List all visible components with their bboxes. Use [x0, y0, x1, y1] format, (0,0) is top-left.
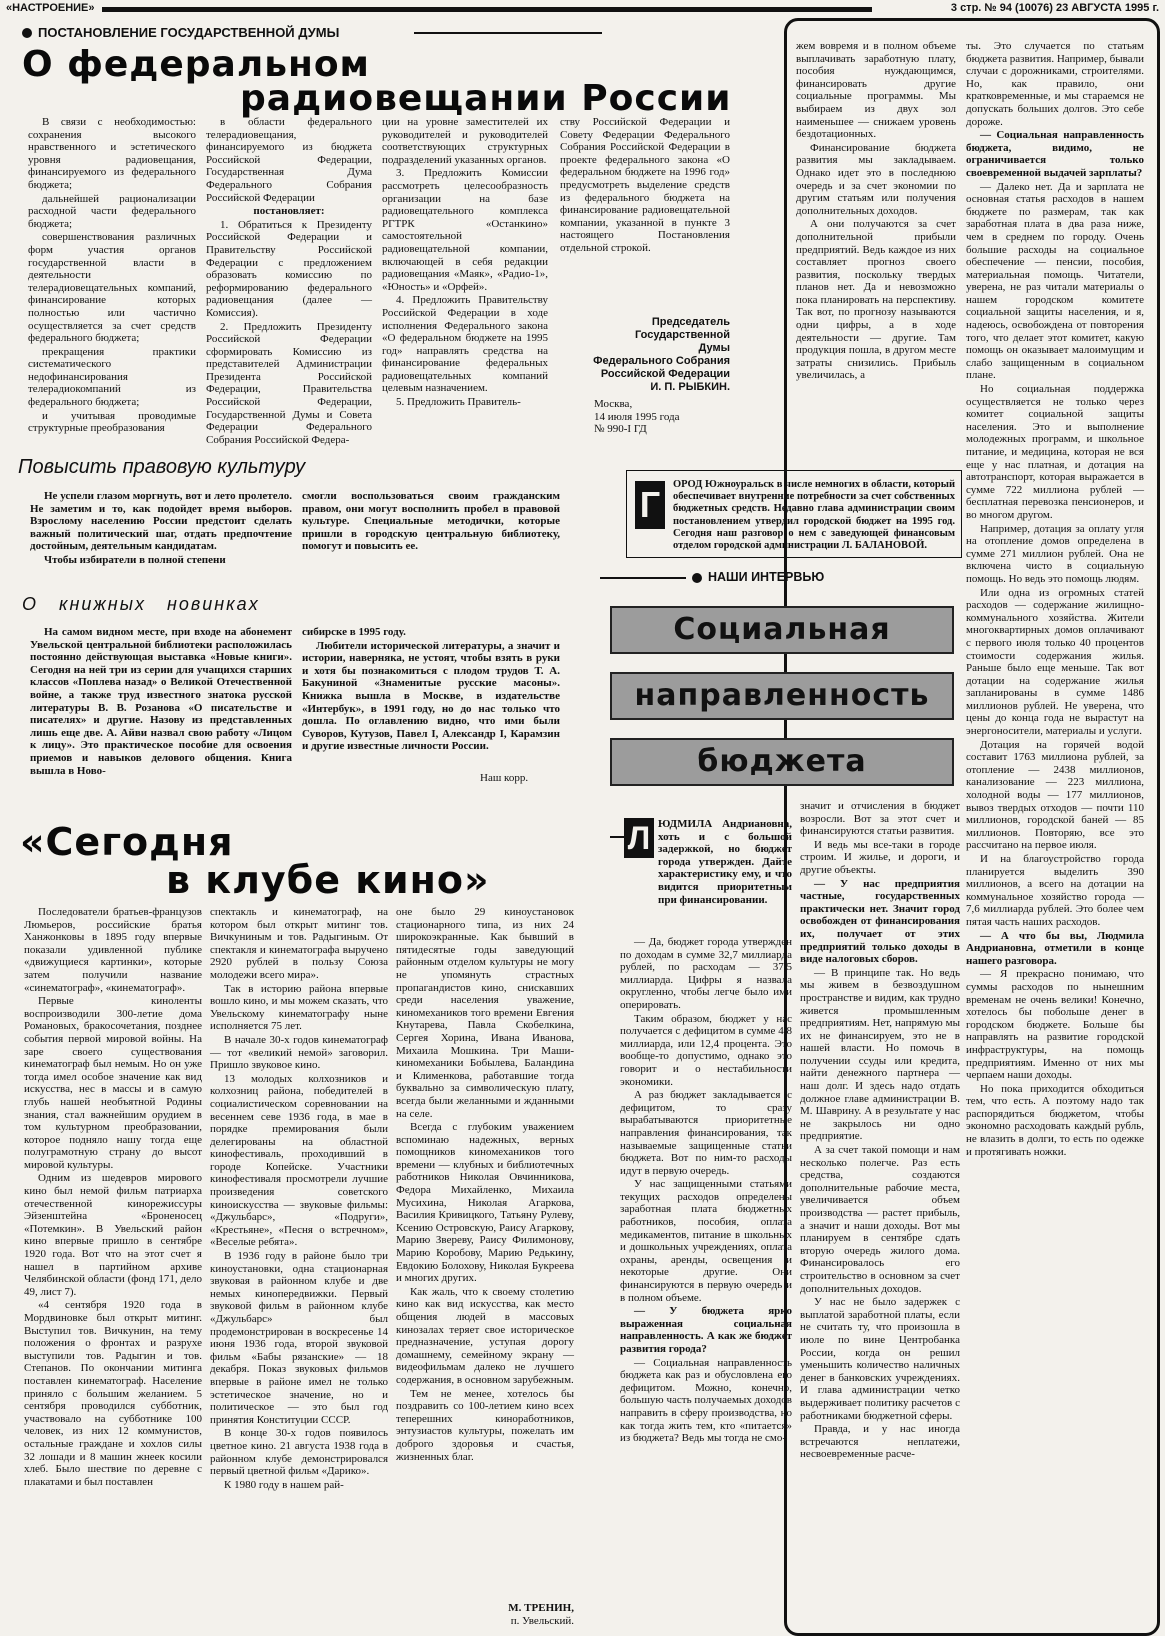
- resolution-col3: ции на уровне заместителей их руководителей и руководителей соответствующих структурных подразделений указанных органов. 3. Предложить Комиссии рассмотреть целесообразность организации на базе радиовещательного комплекса РГТРК «Останкино» самостоятельной радиовещательной компании, включающей в себя редакции радиовещания «Маяк», «Радио-1», «Юность» и «Орфей». 4. Предложить Правительству Российской Федерации в ходе исполнения Федерального закона «О федеральном бюджете на 1995 год» направлять средства на финансирование федеральных радиовещательных компаний целевым назначением. 5. Предложить Правитель-: [382, 116, 548, 409]
- interview-rubric: НАШИ ИНТЕРВЬЮ: [600, 570, 960, 586]
- cinema-title-line2: в клубе кино»: [166, 858, 490, 902]
- resolution-title-line1: О федеральном: [22, 44, 370, 85]
- resolution-title-line2: радиовещании России: [240, 78, 732, 119]
- interview-lead: ОРОД Южноуральск в числе немногих в области, который обеспечивает внутренние потребности за счет собственных бюджетных средств. Недавно глава администрации своим постановлением утвердил городской бюджет на 1995 год. Сегодня наш разговор о нем с заведующей финансовым отделом городской администрации Л. БАЛАНОВОЙ.: [673, 479, 955, 552]
- resolution-kicker: ПОСТАНОВЛЕНИЕ ГОСУДАРСТВЕННОЙ ДУМЫ: [22, 24, 602, 42]
- newspaper-name: «НАСТРОЕНИЕ»: [6, 2, 95, 14]
- resolution-col2: в области федерального телерадиовещания, финансируемого из бюджета Российской Федерации, Государственная Дума Федерального Собрания Российской Федерации постановляет: 1. Обратиться к Президенту Российской Федерации и Правительству Российской Федерации с предложением образовать комиссию по реформированию федерального радиовещания (далее — Комиссия). 2. Предложить Президенту Российской Федерации сформировать Комиссию из представителей Администрации Президента Российской Федерации, Правительства Российской Федерации, Государственной Думы и Совета Федерации Федерального Собрания Российской Федера-: [206, 116, 372, 446]
- interview-lower-col2: значит и отчисления в бюджет возросли. Вот за этот счет и финансируются статьи развития. И ведь мы все-таки в городе строим. И жилье, и дороги, и другие объекты. — У нас предприятия частные, государственных практически нет. Значит город освобожден от финансирования их, получает от этих предприятий только доходы в виде налоговых сборов. — В принципе так. Но ведь мы живем в безвоздушном пространстве и видим, как трудно живется промышленным предприятиям. Нет, напрямую мы их не финансируем, это не в нашей власти. Но помочь в получении ссуды или кредита, найти денежного партнера — наш долг. И здесь надо отдать должное главе администрации В. М. Шаврину. А в результате у нас не закрылось ни одно предприятие. А за счет такой помощи и нам несколько полегче. Раз есть средства, создаются дополнительные рабочие места, увеличивается объем производства — растет прибыль, а значит и наши доходы. Вот мы планируем в сентябре сдать вторую очередь жилого дома. Финансировалось его строительство в основном за счет дополнительных доходов. У нас не было задержек с выплатой заработной платы, если не считать ту, что произошла в июле по вине Центробанка России, когда он решил уменьшить количество наличных денег в банковских учреждениях. И глава администрации четко выдерживает политику расчетов с работниками бюджетной сферы. Правда, и у нас иногда встречаются неплатежи, несвоевременные расче-: [800, 800, 960, 1461]
- legal-title: Повысить правовую культуру: [18, 456, 306, 478]
- cinema-title-line1: «Сегодня: [20, 820, 234, 864]
- resolution-place-date: Москва, 14 июля 1995 года № 990-I ГД: [594, 398, 680, 435]
- masthead-rule: [102, 7, 872, 12]
- cinema-col1: Последователи братьев-французов Люмьеров, российские братья Ханжонковы в 1895 году впервые показали удивленной публике «движущиеся картинки», которые затем получили название «синематограф», «кинематограф». Первые киноленты воспроизводили 300-летие дома Романовых, бракосочетания, позднее события первой мировой войны. На заре своего существования кинематограф был немым. Но он уже тогда имел особое значение как вид искусства, нес в массы и в самую глубь нашей необъятной Родины знания, стал важнейшим орудием в том культурном преобразовании, которое подняло нашу тогда еще полуграмотную страну до высот мировой культуры. Одним из шедевров мирового кино был немой фильм патриарха отечественной кинорежиссуры Эйзенштейна «Броненосец «Потемкин». В Увельский район кино впервые пришло в сентябре 1920 года. Вот что на этот счет я нашел в партийном архиве Челябинской области (фонд 171, дело 49, лист 7). «4 сентября 1920 года в Мордвиновке был открыт митинг. Выступил тов. Вичкунин, на тему положения о фронтах и разрухе выступили тов. Радыгин и тов. Степанов. По окончании митинга поставлен кинематограф. Население приняло с большим желанием. 5 сентября проводился субботник, участвовало на субботнике 100 человек, из них 12 коммунистов, остальные граждане и хохлов силы 32 лошади и 8 машин жнеек косили хлеб. Было шествие по деревне с плакатами и был поставлен: [24, 906, 202, 1488]
- interview-banner-3: бюджета: [610, 738, 954, 786]
- books-col1: На самом видном месте, при входе на абонемент Увельской центральной библиотеки расположилась постоянно действующая выставка «Новые книги». Сегодня на ней три из серии для учащихся старших классов «Поплева назад» о Великой Отечественной войне, а также труд известного знатока русской литературы В. В. Розанова «О писательстве и писателях» и другие. Назову из представленных лишь еще две. А. Айви назвал свою работу «Лицом к лицу». Это практическое пособие для освоения приемов и навыков делового общения. Книга вышла в Ново-: [30, 626, 292, 777]
- issue-info: 3 стр. № 94 (10076) 23 АВГУСТА 1995 г.: [950, 2, 1159, 14]
- resolution-col4: ству Российской Федерации и Совету Федерации Федерального Собрания Российской Федерации в проекте федерального закона «О федеральном бюджете на 1996 год» предусмотреть выделение средств из федерального бюджета на финансирование радиовещательной компании, указанной в пункте 3 настоящего Постановления отдельной строкой.: [560, 116, 730, 254]
- legal-col2: смогли воспользоваться своим гражданским правом, они могут восполнить пробел в правовой культуре. Специальные методички, которые пришли в городскую центральную библиотеку, помогут и повысить ее.: [302, 490, 560, 553]
- interview-top-col2: ты. Это случается по статьям бюджета развития. Например, бывали случаи с дорожниками, строителями. Но, как правило, они кратковременные, и мы стараемся не допускать больших долгов. Это себе дороже. — Социальная направленность бюджета, видимо, не ограничивается только своевременной выдачей зарплаты? — Далеко нет. Да и зарплата не основная статья расходов в нашем бюджете по размерам, так как заработная плата в два раза ниже, чем в среднем по городу. Очень большие расходы на социальное обеспечение — пенсии, пособия, материальная помощь. Читатели, уверена, не раз читали материалы о нашем городском комитете социальной защиты населения, и я, надеюсь, освобождена от повторения того, что делает этот комитет, какую помощь он оказывает малоимущим и слабо защищенным в социальном плане. Но социальная поддержка осуществляется не только через комитет социальной защиты населения. Это и выполнение молодежных программ, и школьное питание, и медицина, которая не вся еще у нас платная, и дотация на автотранспорт, которая выражается в сумме 722 миллиона рублей — бесплатная перевозка пенсионеров, и во многом другом. Например, дотация за оплату угля на отопление домов определена в сумме 271 миллион рублей. Она не включена чисто в социальную помощь. Но ведь это помощь людям. Или одна из огромных статей расходов — содержание жилищно-коммунального хозяйства. Жители многоквартирных домов оплачивают с первого июля только 40 процентов стоимости содержания жилья. Раньше было еще меньше. Так вот дотации на содержание жилья запланированы в сумме 1486 миллионов рублей. Не уверена, что цены до конца года не вырастут на энергоносители, материалы и услуги. Дотация на горячей водой составит 1763 миллиона рублей, за отопление — 2438 миллионов, канализование — 223 миллиона, холодной воды — 177 миллионов, вывоз твердых отходов — почти 110 миллионов, городской баней — 85 миллионов. Повторяю, все это рассчитано на первое июля. И на благоустройство города планируется выделить 390 миллионов, а всего на дотации на коммунальное хозяйство города — 7,6 миллиарда рублей. Это более чем пятая часть наших расходов. — А что бы вы, Людмила Андриановна, отметили в конце нашего разговора. — Я прекрасно понимаю, что суммы расходов по нынешним временам не очень велики! Конечно, хотелось бы побольше денег в городском бюджете. Больше бы направлять на развитие городской инфраструктуры, на помощь предприятиям. Именно от них мы черпаем наши доходы. Но пока приходится обходиться тем, что есть. А поэтому надо так распорядиться бюджетом, чтобы экономно расходовать каждый рубль, не влазить в долги, то есть по одежке и протягивать ножки.: [966, 40, 1145, 1158]
- interview-question-1: ЮДМИЛА Андриановна, хоть и с большой задержкой, но бюджет города утвержден. Дайте характеристику ему, и что видится приоритетным при финансировании.: [658, 818, 792, 906]
- bullet-icon: [692, 573, 702, 583]
- question-dropcap: Л: [624, 818, 654, 858]
- masthead: [6, 2, 1159, 18]
- interview-top-col1: жем вовремя и в полном объеме выплачивать заработную плату, пособия нуждающимся, финансировать другие социальные программы. Мы выбираем из двух зол наименьшее — снижаем уровень бездотационных. Финансирование бюджета развития мы закладываем. Однако идет это в последнюю очередь и за счет экономии по другим статьям или получения дополнительных доходов. А они получаются за счет дополнительной прибыли предприятий. Ведь каждое из них составляет прогноз своего развития, поскольку твердых планов нет. Да и невозможно пока планировать на перспективу. Так вот, по прогнозу называются одни цифры, а в ходе деятельности — другие. Там продукция пошла, в другом месте затраты снизились. Прибыль увеличилась, а: [796, 40, 956, 382]
- cinema-author: М. ТРЕНИН, п. Увельский.: [508, 1602, 574, 1627]
- books-col2: сибирске в 1995 году. Любители исторической литературы, а значит и истории, наверняка, не устоят, чтобы взять в руки и хотя бы познакомиться с плодом трудов Т. А. Бакуниной «Знаменитые русские масоны». Книжка вышла в Москве, в издательстве «Интербук», в 1991 году, но до нас только что дошла. По оглавлению видно, что ими были Суворов, Кутузов, Павел I, Александр I, Карамзин и другие известные личности России.: [302, 626, 560, 753]
- legal-col1: Не успели глазом моргнуть, вот и лето пролетело. Не заметим и то, как подойдет время выборов. Взрослому населению России предстоит сделать важный политический шаг, отдать предпочтение достойным, деятельным кандидатам. Чтобы избиратели в полной степени: [30, 490, 292, 566]
- resolution-col1: В связи с необходимостью: сохранения высокого нравственного и эстетического уровня радиовещания, финансируемого из федерального бюджета; дальнейшей рационализации расходной части федерального бюджета; совершенствования различных форм участия органов государственной власти в деятельности телерадиовещательных компаний, финансирование которых полностью или частично осуществляется за счет средств федерального бюджета; прекращения практики систематического недофинансирования телерадиокомпаний из федерального бюджета; и учитывая проводимые структурные преобразования: [28, 116, 196, 435]
- bullet-icon: [22, 28, 32, 38]
- cinema-col2: спектакль и кинематограф, на котором был открыт митинг тов. Вичкуниным и тов. Радыгиным. От спектакля и кинематографа выручено 2920 рублей в пользу Союза молодежи всего мира». Так в историю района впервые вошло кино, и мы можем сказать, что Увельскому кинематографу ныне исполняется 75 лет. В начале 30-х годов кинематограф — тот «великий немой» заговорил. Пришло звуковое кино. 13 молодых колхозников и колхозниц района, победителей в социалистическом соревновании на весеннем севе 1936 года, в мае в порядке премирования были делегированы на областной кинофестиваль, проходивший в городе Копейске. Участники кинофестиваля просмотрели лучшие произведения советского киноискусства — звуковые фильмы: «Джульбарс», «Подруги», «Крестьяне», «Песня о встречном», «Веселые ребята». В 1936 году в районе было три киноустановки, одна стационарная звуковая в районном клубе и две немых кинопередвижки. Первый звуковой фильм в районном клубе «Джульбарс» был продемонстрирован в воскресенье 14 июня 1936 года, второй звуковой фильм «Бабы рязанские» — 18 декабря. Показ звуковых фильмов впервые в районе имел не только эстетическое значение, но и политическое — это был год принятия Конституции СССР. В конце 30-х годов появилось цветное кино. 21 августа 1938 года в районном клубе демонстрировался первый цветной фильм «Дарико». К 1980 году в нашем рай-: [210, 906, 388, 1491]
- books-title: О книжных новинках: [22, 594, 260, 614]
- cinema-col3: оне было 29 киноустановок стационарного типа, из них 24 широкоэкранные. Как бывший в пятидесятые годы заведующий районным отделом культуры не могу не упомянуть страстных пропагандистов кино, снискавших среди населения уважение, киномехаников того времени Евгения Кнутарева, Павла Скобелкина, Сергея Хорина, Ивана Иванова, Михаила Мошкина. Три Маши-киномеханики Бобылева, Баландина и Клименкова, работавшие тогда буквально за символическую плату, всегда были желанными и жданными на селе. Всегда с глубоким уважением вспоминаю надежных, верных помощников киномехаников того времени — клубных и библиотечных работников Николая Овчинникова, Федора Михайленко, Михаила Мусихина, Николая Агаркова, Василия Кривицкого, Татьяну Рулеву, Ксению Островскую, Раису Агаркову, Марию Звереву, Раису Филимонову, Марию Коробову, Марию Редькину, Евдокию Болохову, Николая Букреева и многих других. Как жаль, что к своему столетию кино как вид искусства, как место общения людей в массовых кинозалах теряет свое историческое предназначение, уступая дорогу домашнему, семейному экрану — видеофильмам далеко не лучшего содержания, в основном зарубежным. Тем не менее, хотелось бы поздравить со 100-летием кино всех теперешних киноработников, энтузиастов культуры, пожелать им доброго здоровья и счастья, жизненных благ.: [396, 906, 574, 1463]
- interview-lower-col1: — Да, бюджет города утвержден по доходам в сумме 32,7 миллиарда рублей, по расходам — 37,5 миллиарда. Цифры я назвала округленно, чтобы легче было ими оперировать. Таким образом, бюджет у нас получается с дефицитом в сумме 4,8 миллиарда, или 12,4 процента. Это вообще-то допустимо, однако это говорит и о нестабильности экономики. А раз бюджет закладывается с дефицитом, то сразу вырабатываются приоритетные направления финансирования, так называемые защищенные статьи бюджета. Вот по ним-то расходы идут в первую очередь. У нас защищенными статьями текущих расходов определены заработная плата бюджетных работников, пособия, оплата медикаментов, питание в школьных и дошкольных учреждениях, оплата охраны, аренды, освещения и некоторые другие. Они финансируются в первую очередь и в полном объеме. — У бюджета ярко выраженная социальная направленность. А как же бюджет развития города? — Социальная направленность бюджета как раз и обусловлена его дефицитом. Можно, конечно, большую часть получаемых доходов направить в сферу производства, но как тогда жить тем, кто «питается» из бюджета? Ведь мы тогда не смо-: [620, 936, 792, 1445]
- interview-lead-box: [626, 470, 962, 558]
- interview-banner-1: Социальная: [610, 606, 954, 654]
- resolution-signature: Председатель Государственной Думы Федерального Собрания Российской Федерации И. П. РЫБКИН.: [593, 316, 730, 393]
- books-byline: Наш корр.: [480, 772, 529, 784]
- interview-banner-2: направленность: [610, 672, 954, 720]
- lead-dropcap: Г: [635, 481, 665, 529]
